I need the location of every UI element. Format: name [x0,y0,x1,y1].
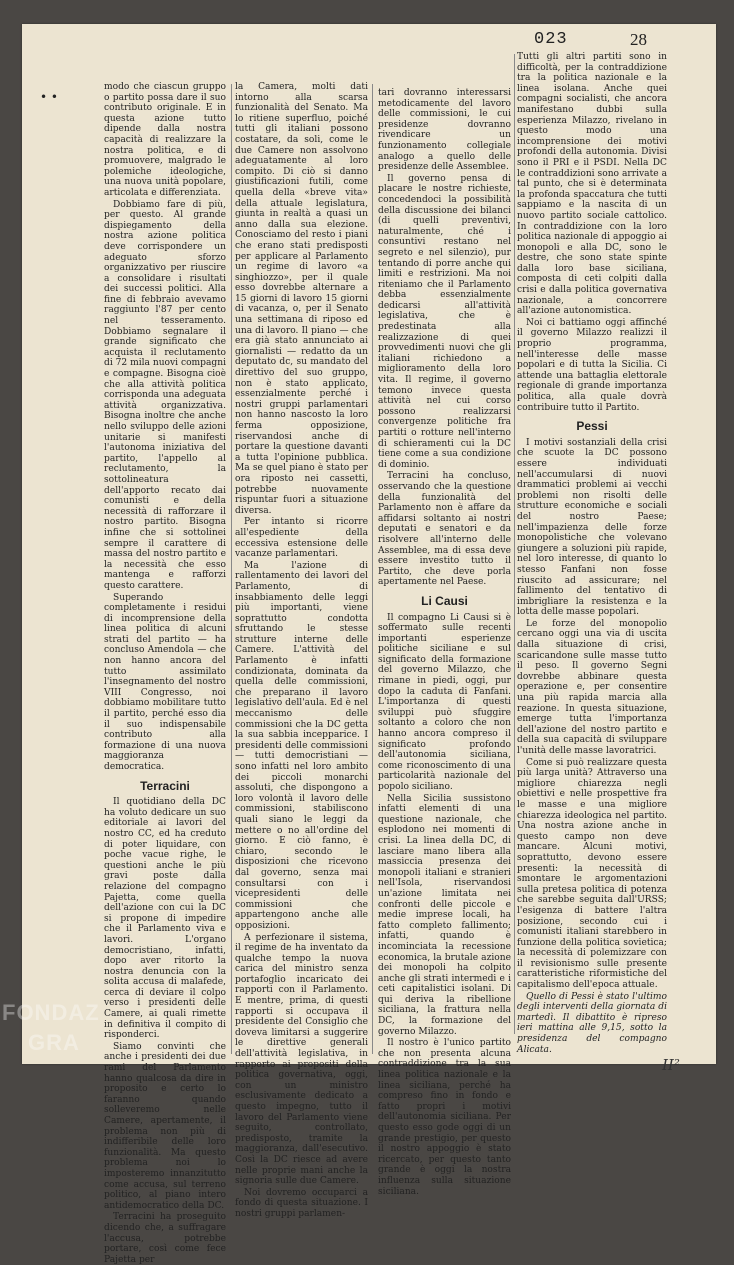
paragraph: Terracini ha proseguito dicendo che, a suffragare l'accusa, potrebbe portare, così come fece Pajetta per [104,1212,226,1265]
paragraph: Il governo pensa di placare le nostre richieste, concedendoci la possibilità della discussione dei bilanci (di quelli preventivi, naturalmente, ché i consuntivi restano nel segreto e nel silenzio), pur tentando di porre anche qui limiti e restrizioni. Ma noi riteniamo che il Parlamento debba essenzialmente dedicarsi all'attività legislativa, che è predestinata alla realizzazione di quei provvedimenti nuovi che gli italiani richiedono a miglioramento della loro vita. Il regime, il governo temono invece questa attività nel cui corso possono realizzarsi convergenze politiche fra partiti o rotture nell'interno di schieramenti cui la DC tiene come a sua condizione di dominio. [378,173,511,470]
column-4 [517,52,667,1055]
paragraph: Terracini ha concluso, osservando che la questione della funzionalità del Parlamento non è affare da affidarsi soltanto ai nostri deputati e senatori e da risolvere all'interno delle Assemblee, ma di essa deve essere investito tutto il Partito, che deve porla apertamente nel Paese. [378,471,511,588]
paragraph: Come si può realizzare questa più larga unità? Attraverso una migliore chiarezza negli obiettivi e nelle prospettive fra le masse e una migliore chiarezza ideologica nel partito. Una nostra azione anche in questo campo non deve mancare. Alcuni motivi, soprattutto, devono essere presenti: la necessità di smontare le argomentazioni sulla pretesa politica di potenza che sarebbe seguita dall'URSS; l'esigenza di battere l'altra posizione, secondo cui i comunisti italiani starebbero in funzione della politica sovietica; la necessità di polemizzare con il revisionismo sulle presente caratteristiche riformistiche del capitalismo dell'epoca attuale. [517,757,667,991]
section-heading-li-causi: Li Causi [421,593,468,608]
column-2 [235,82,368,1219]
paragraph: Nella Sicilia sussistono infatti elementi di una questione nazionale, che esplodono nei momenti di crisi. La linea della DC, di lasciare mano libera alla massiccia presenza dei monopoli italiani e stranieri nell'Isola, riservandosi un'azione limitata nei confronti delle piccole e medie imprese locali, ha fatto completo fallimento; infatti, quando è incominciata la recessione economica, la brutale azione dei monopoli ha colpito anche gli strati intermedi e i ceti capitalistici isolani. Di qui deriva la ribellione siciliana, la frattura nella DC, la formazione del governo Milazzo. [378,793,511,1037]
column-3 [378,88,511,1197]
page-number-stamp: 023 [534,30,568,49]
paragraph: Siamo convinti che anche i presidenti dei due rami del Parlamento hanno qualcosa da dire in proposito e certo lo faranno quando solleveremo nelle Camere, apertamente, il problema non più di indifferibile delle loro funzionalità. Ma questo problema noi lo imposteremo innanzitutto come accusa, sul terreno politico, al piano intero antidemocratico della DC. [104,1041,226,1211]
section-heading-terracini: Terracini [140,778,190,793]
paragraph: A perfezionare il sistema, il regime de ha inventato da qualche tempo la nuova carica del ministro senza portafoglio incaricato dei rapporti con il Parlamento. E mentre, prima, di questi rapporti si occupava il presidente del Consiglio che doveva limitarsi a suggerire le direttive generali dell'attività legislativa, in rapporto ai propositi della politica governativa, oggi, con un ministro esclusivamente dedicato a questo impegno, tutto il lavoro del Parlamento viene seguito, controllato, predisposto, tramite la maggioranza, dall'esecutivo. Così la DC riesce ad avere nelle proprie mani anche la signoria sulle due Camere. [235,932,368,1187]
closing-note: Quello di Pessi è stato l'ultimo degli interventi della giornata di martedì. Il dibattito è ripreso ieri mattina alle 9,15, sotto la presidenza del compagno Alicata. [517,991,667,1055]
paragraph: Per intanto si ricorre all'espediente della eccessiva estensione delle vacanze parlamentari. [235,517,368,560]
column-1 [104,82,226,1265]
paragraph: Le forze del monopolio cercano oggi una via di uscita dalla situazione di crisi, scaricandone sulle masse tutto il peso. Il governo Segni dovrebbe abbinare questa operazione e, per consentire una più rapida marcia alla reazione. In questa situazione, emerge tutta l'importanza dell'azione del nostro partito e della sua capacità di sviluppare l'unità delle masse lavoratrici. [517,618,667,756]
paragraph: I motivi sostanziali della crisi che scuote la DC possono essere individuati nell'accumularsi di nuovi drammatici problemi ai vecchi problemi non risolti delle strutture economiche e sociali del nostro Paese; nell'impazienza delle forze monopolistiche che volevano giungere a soluzioni più rapide, nel loro interesse, di quanto lo stesso Fanfani non fosse riuscito ad assicurare; nel fallimento del tentativo di imbrigliare la resistenza e la lotta delle masse popolari. [517,437,667,618]
paragraph: Noi ci battiamo oggi affinché il governo Milazzo realizzi il proprio programma, nell'interesse delle masse popolari e di tutta la Sicilia. Ci attende una battaglia elettorale regionale di grande importanza politica, alla quale dovrà contribuire tutto il Partito. [517,317,667,413]
newspaper-page [22,24,716,1265]
paragraph: Superando completamente i residui di incomprensione della linea politica di alcuni strati del partito — ha concluso Amendola — che non hanno ancora del tutto assimilato l'insegnamento del nostro VIII Congresso, noi dobbiamo mobilitare tutto il partito, perché esso dia il suo indispensabile contributo alla formazione di una nuova maggioranza democratica. [104,592,226,772]
paragraph: modo che ciascun gruppo o partito possa dare il suo contributo originale. E in questa azione tutto dipende dalla nostra capacità di realizzare la nostra politica, e di promuovere, malgrado le polemiche ideologiche, una nuova unità popolare, articolata e differenziata. [104,82,226,198]
paragraph: la Camera, molti dati intorno alla scarsa funzionalità del Senato. Ma lo ritiene superfluo, poiché tutti gli italiani possono costatare, da soli, come le due Camere non assolvono adeguatamente al loro compito. Di ciò si danno giustificazioni futili, come quella della «breve vita» della attuale legislatura, giunta in realtà a quasi un anno dalla sua elezione. Conosciamo del resto i piani che erano stati predisposti per applicare al Parlamento un regime di lavoro «a singhiozzo», per il quale esso dovrebbe alternare a 15 giorni di lavoro 15 giorni di vacanza, o, per il Senato una settimana di riposo ed una di lavoro. Il piano — che era già stato annunciato ai giornalisti — redatto da un deputato dc, su mandato del direttivo del suo gruppo, non è stato applicato, essenzialmente perché i nostri gruppi parlamentari non hanno nascosto la loro ferma opposizione, riservandosi anche di portare la questione davanti a tutta l'opinione pubblica. Ma se quel piano è stato per ora riposto nei cassetti, potrebbe nuovamente rispuntar fuori a situazione diversa. [235,82,368,516]
column-rule [231,84,232,1054]
page-number-handwritten: 28 [630,30,647,49]
column-rule [372,84,373,1054]
paragraph: Noi dovremo occuparci a fondo di questa situazione. I nostri gruppi parlamen- [235,1187,368,1219]
handwritten-annotation: II² [662,1056,680,1074]
column-rule [514,54,515,1034]
paragraph: Tutti gli altri partiti sono in difficoltà, per la contraddizione tra la politica nazionale e la linea isolana. Anche quei compagni socialisti, che ancora manifestano dubbi sulla esperienza Milazzo, rivelano in questo modo una incomprensione dei motivi profondi della autonomia. Divisi sono il PRI e il PSDI. Nella DC le contraddizioni sono arrivate a tal punto, che si è determinata la profonda spaccatura che tutti sappiamo e la nascita di un nuovo partito sociale cattolico. In contraddizione con la loro politica nazionale di appoggio ai monopoli e alla DC, sono le destre, che sono state spinte dalla loro base siciliana, composta di ceti colpiti dalla crisi e dalla politica governativa nazionale, a concorrere all'azione autonomistica. [517,52,667,317]
watermark-text: FONDAZ [2,1000,100,1025]
paragraph: Il nostro è l'unico partito che non presenta alcuna contraddizione tra la sua linea politica nazionale e la linea siciliana, perché ha compreso fino in fondo e fatto propri i motivi dell'autonomia siciliana. Per questo esso gode oggi di un grande prestigio, per questo il nostro appoggio è stato ricercato, per questo tanto grande è oggi la nostra influenza sulla situazione siciliana. [378,1038,511,1197]
watermark-text: GRA [28,1030,80,1055]
paragraph: Il quotidiano della DC ha voluto dedicare un suo editoriale ai lavori del nostro CC, ed ha creduto di poter liquidare, con poche vacue righe, le questioni anche le più gravi poste dalla relazione del compagno Pajetta, come quella dell'azione con cui la DC si propone di impedire che il Parlamento viva e lavori. L'organo democristiano, infatti, dopo aver ritorto la nostra denuncia con la solita accusa di malafede, cerca di deviare il colpo verso i presidenti delle Camere, ai quali rimette in definitiva il compito di risponderci. [104,797,226,1041]
section-heading-pessi: Pessi [576,419,608,434]
paragraph: Ma l'azione di rallentamento dei lavori del Parlamento, di insabbiamento delle leggi più importanti, viene soprattutto condotta sfruttando le stesse strutture interne delle Camere. L'attività del Parlamento è infatti condizionata, dominata da quella delle commissioni, che preparano il lavoro legislativo dell'aula. Ed è nel meccanismo delle commissioni che la DC getta la sua sabbia incepparice. I presidenti delle commissioni — tutti democristiani — sono infatti nel loro ambito dei piccoli monarchi assoluti, che dispongono a loro volontà il lavoro delle commissioni, stabiliscono quali siano le leggi da mettere o no all'ordine del giorno. E ciò fanno, è chiaro, secondo le disposizioni che ricevono dal governo, senza mai consultarsi con i vicepresidenti delle commissioni che appartengono anche alle opposizioni. [235,560,368,931]
paragraph: tari dovranno interessarsi metodicamente del lavoro delle commissioni, le cui presidenze dovranno rivendicare un funzionamento collegiale analogo a quello delle presidenze delle Assemblee. [378,88,511,173]
margin-mark: • • [40,90,58,104]
paragraph: Il compagno Li Causi si è soffermato sulle recenti importanti esperienze politiche siciliane e sul significato della formazione del governo Milazzo, che rimane in piedi, oggi, pur dopo la caduta di Fanfani. L'importanza di questi sviluppi può sfuggire soltanto a coloro che non hanno ancora compreso il significato profondo dell'autonomia siciliana, come riconoscimento di una particolarità nazionale del popolo siciliano. [378,612,511,792]
paragraph: Dobbiamo fare di più, per questo. Al grande dispiegamento della nostra azione politica deve corrispondere un adeguato sforzo organizzativo per riuscire a consolidare i risultati dei successi politici. Alla fine di febbraio avevamo raggiunto l'87 per cento nel tesseramento. Dobbiamo segnalare il grande significato che acquista il reclutamento di 72 mila nuovi compagni e compagne. Bisogna cioè che alla attività politica corrisponda una adeguata attività organizzativa. Bisogna inoltre che anche nello sviluppo delle azioni unitarie si manifesti l'autonoma iniziativa del partito, l'appello al reclutamento, la sottolineatura dell'apporto recato dai comunisti e della necessità di rafforzare il nostro partito. Bisogna infine che si sottolinei sempre il carattere di massa del nostro partito e la necessità che esso mantenga e rafforzi questo carattere. [104,199,226,591]
